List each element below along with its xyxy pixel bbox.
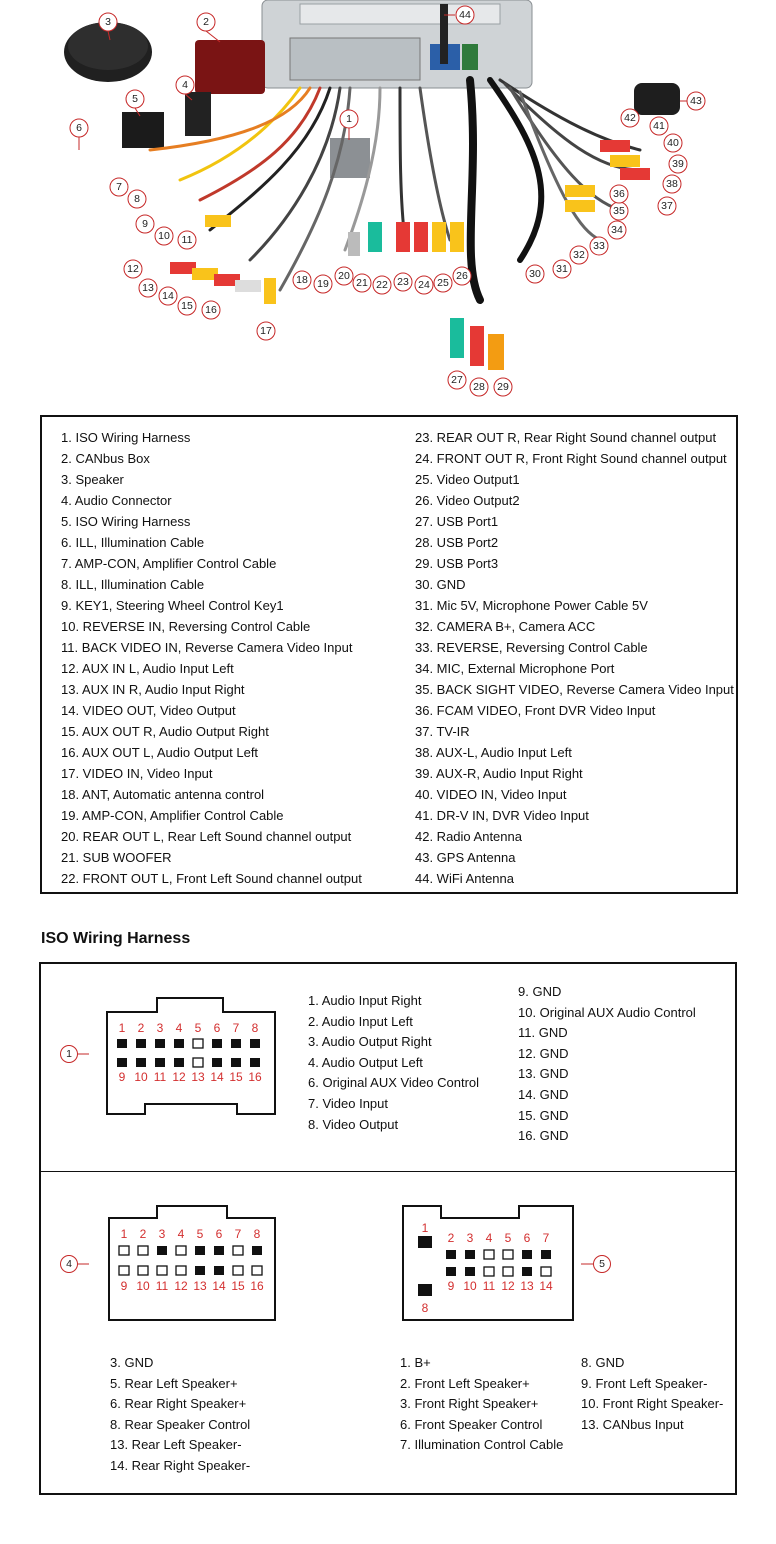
pin-number: 6 (523, 1231, 531, 1245)
pin-description: 4. Audio Output Left (308, 1054, 423, 1070)
svg-text:6: 6 (76, 122, 82, 134)
svg-text:36: 36 (613, 188, 625, 200)
legend-item: 8. ILL, Illumination Cable (61, 577, 205, 592)
pin (195, 1266, 205, 1275)
legend-item: 6. ILL, Illumination Cable (61, 535, 205, 550)
legend-item: 12. AUX IN L, Audio Input Left (61, 661, 234, 676)
svg-text:4: 4 (182, 79, 188, 91)
svg-text:22: 22 (376, 279, 388, 291)
legend-item: 19. AMP-CON, Amplifier Control Cable (61, 808, 284, 823)
pin (138, 1266, 148, 1275)
svg-text:20: 20 (338, 270, 350, 282)
callout-6 (70, 119, 88, 150)
pin (233, 1266, 243, 1275)
pin-description: 13. GND (518, 1066, 569, 1082)
legend-item: 33. REVERSE, Reversing Control Cable (415, 640, 648, 655)
pin-number: 9 (447, 1279, 455, 1293)
pin-number: 12 (172, 1070, 186, 1084)
pin (193, 1039, 203, 1048)
pin (418, 1284, 432, 1296)
pin (174, 1039, 184, 1048)
legend-item: 23. REAR OUT R, Rear Right Sound channel output (415, 430, 717, 445)
svg-text:24: 24 (418, 279, 430, 291)
pin-description: 2. Front Left Speaker+ (400, 1375, 530, 1391)
svg-text:40: 40 (667, 137, 679, 149)
svg-text:8: 8 (134, 193, 140, 205)
legend-item: 24. FRONT OUT R, Front Right Sound channel output (415, 451, 727, 466)
callout-42 (621, 109, 639, 127)
legend-item: 29. USB Port3 (415, 556, 499, 571)
svg-text:32: 32 (573, 249, 585, 261)
callout-21 (353, 274, 371, 292)
legend-item: 7. AMP-CON, Amplifier Control Cable (61, 556, 277, 571)
legend-item: 32. CAMERA B+, Camera ACC (415, 619, 596, 634)
pin (252, 1246, 262, 1255)
pin-number: 8 (253, 1227, 261, 1241)
pin-description: 3. GND (110, 1355, 154, 1370)
pin-number: 11 (482, 1279, 496, 1293)
callout-17 (257, 322, 275, 340)
pin-number: 10 (136, 1279, 150, 1293)
svg-text:1: 1 (66, 1048, 72, 1060)
pin (541, 1250, 551, 1259)
pin-number: 3 (158, 1227, 166, 1241)
legend-item: 9. KEY1, Steering Wheel Control Key1 (61, 598, 284, 613)
pin-number: 16 (250, 1279, 264, 1293)
legend-item: 18. ANT, Automatic antenna control (61, 787, 265, 802)
legend-item: 37. TV-IR (415, 724, 470, 739)
legend-item: 27. USB Port1 (415, 514, 499, 529)
callout-11 (178, 231, 196, 249)
pin-description: 13. Rear Left Speaker- (110, 1437, 242, 1453)
pin (193, 1058, 203, 1067)
canbus-box (195, 40, 265, 94)
legend-item: 2. CANbus Box (61, 451, 150, 466)
svg-text:23: 23 (397, 276, 409, 288)
legend-item: 14. VIDEO OUT, Video Output (61, 703, 236, 718)
callout-25 (434, 274, 452, 292)
pin-number: 5 (194, 1021, 202, 1035)
pin (212, 1058, 222, 1067)
pin (484, 1250, 494, 1259)
pin-number: 4 (485, 1231, 493, 1245)
callout-27 (448, 371, 466, 389)
callout-30 (526, 265, 544, 283)
pin-description: 10. Original AUX Audio Control (518, 1004, 696, 1020)
callout-34 (608, 221, 626, 239)
pin-number: 3 (466, 1231, 474, 1245)
pin-description: 3. Audio Output Right (308, 1034, 432, 1050)
svg-text:19: 19 (317, 278, 329, 290)
pin-number: 6 (213, 1021, 221, 1035)
callout-19 (314, 275, 332, 293)
pin-description: 6. Front Speaker Control (400, 1416, 543, 1432)
pin-description: 3. Front Right Speaker+ (400, 1396, 539, 1412)
pin-number: 3 (156, 1021, 164, 1035)
legend-item: 42. Radio Antenna (415, 829, 522, 844)
pin-number: 1 (118, 1021, 126, 1035)
pin (503, 1267, 513, 1276)
svg-text:38: 38 (666, 178, 678, 190)
pin-number: 8 (421, 1301, 429, 1315)
iso-connector-5 (122, 112, 164, 148)
pin-description: 8. Rear Speaker Control (110, 1416, 251, 1432)
connector-1-pin-list (308, 991, 479, 1135)
svg-text:30: 30 (529, 268, 541, 280)
legend-item: 4. Audio Connector (61, 493, 172, 508)
callout-32 (570, 246, 588, 264)
pin (214, 1246, 224, 1255)
pin-number: 11 (155, 1279, 169, 1293)
pin (484, 1267, 494, 1276)
callout-26 (453, 267, 471, 285)
svg-text:37: 37 (661, 200, 673, 212)
legend-item: 11. BACK VIDEO IN, Reverse Camera Video Input (61, 640, 353, 655)
pin-description: 9. Front Left Speaker- (581, 1375, 708, 1391)
svg-text:16: 16 (205, 304, 217, 316)
pin (522, 1250, 532, 1259)
svg-text:12: 12 (127, 263, 139, 275)
callout-37 (658, 197, 676, 215)
pin-number: 2 (137, 1021, 145, 1035)
legend-item: 20. REAR OUT L, Rear Left Sound channel output (61, 829, 352, 844)
pin-number: 7 (234, 1227, 242, 1241)
legend-column-left (61, 427, 362, 889)
pin (136, 1058, 146, 1067)
callout-14 (159, 287, 177, 305)
callout-22 (373, 276, 391, 294)
svg-text:41: 41 (653, 120, 665, 132)
pin (231, 1039, 241, 1048)
callout-35 (610, 202, 628, 220)
svg-text:25: 25 (437, 277, 449, 289)
legend-item: 38. AUX-L, Audio Input Left (415, 745, 572, 760)
connector-5-diagram (401, 1204, 577, 1324)
svg-text:5: 5 (599, 1258, 605, 1270)
legend-item: 25. Video Output1 (415, 472, 520, 487)
svg-text:28: 28 (473, 381, 485, 393)
pin-number: 9 (118, 1070, 126, 1084)
legend-item: 31. Mic 5V, Microphone Power Cable 5V (415, 598, 648, 613)
pin-description: 8. GND (581, 1355, 625, 1370)
pin (231, 1058, 241, 1067)
iso-wiring-box (39, 962, 737, 1495)
connector-5-pin-list-2 (581, 1353, 723, 1435)
svg-text:44: 44 (459, 9, 471, 21)
pin (174, 1058, 184, 1067)
pin-number: 2 (447, 1231, 455, 1245)
pin-description: 10. Front Right Speaker- (581, 1396, 724, 1412)
svg-text:5: 5 (132, 93, 138, 105)
pin-number: 16 (248, 1070, 262, 1084)
pin-number: 15 (231, 1279, 245, 1293)
callout-36 (610, 185, 628, 203)
connector-4-pin-list (110, 1353, 250, 1477)
pin-description: 1. B+ (400, 1355, 431, 1370)
svg-text:17: 17 (260, 325, 272, 337)
pin (117, 1058, 127, 1067)
pin (214, 1266, 224, 1275)
product-photo (0, 0, 776, 405)
svg-text:29: 29 (497, 381, 509, 393)
wifi-antenna (440, 4, 448, 64)
callout-7 (110, 178, 128, 196)
svg-text:31: 31 (556, 263, 568, 275)
legend-item: 30. GND (415, 577, 466, 592)
legend-item: 28. USB Port2 (415, 535, 499, 550)
connector-5-marker (581, 1252, 615, 1276)
gps-antenna (634, 83, 680, 115)
svg-text:34: 34 (611, 224, 623, 236)
pin (119, 1246, 129, 1255)
pin-description: 6. Rear Right Speaker+ (110, 1396, 247, 1412)
svg-text:33: 33 (593, 240, 605, 252)
pin-description: 9. GND (518, 984, 562, 999)
legend-item: 43. GPS Antenna (415, 850, 516, 865)
pin (195, 1246, 205, 1255)
pin (176, 1266, 186, 1275)
connector-1-diagram (105, 994, 277, 1118)
pin (252, 1266, 262, 1275)
pin-number: 5 (196, 1227, 204, 1241)
legend-item: 41. DR-V IN, DVR Video Input (415, 808, 589, 823)
svg-text:2: 2 (203, 16, 209, 28)
svg-text:7: 7 (116, 181, 122, 193)
pin (233, 1246, 243, 1255)
pin (503, 1250, 513, 1259)
divider (41, 1171, 735, 1172)
pin-number: 7 (542, 1231, 550, 1245)
pin (155, 1058, 165, 1067)
pin-description: 6. Original AUX Video Control (308, 1075, 480, 1091)
svg-text:9: 9 (142, 218, 148, 230)
legend-item: 5. ISO Wiring Harness (61, 514, 191, 529)
pin (119, 1266, 129, 1275)
svg-text:11: 11 (181, 234, 193, 246)
pin-description: 16. GND (518, 1128, 569, 1144)
pin-description: 2. Audio Input Left (308, 1013, 413, 1029)
pin (465, 1267, 475, 1276)
pin-number: 13 (191, 1070, 205, 1084)
pin-number: 11 (153, 1070, 167, 1084)
callout-16 (202, 301, 220, 319)
legend-item: 34. MIC, External Microphone Port (415, 661, 615, 676)
pin-description: 1. Audio Input Right (308, 993, 422, 1008)
pin-number: 4 (175, 1021, 183, 1035)
pin-number: 2 (139, 1227, 147, 1241)
svg-text:18: 18 (296, 274, 308, 286)
pin-number: 1 (120, 1227, 128, 1241)
pin-number: 6 (215, 1227, 223, 1241)
pin (522, 1267, 532, 1276)
callout-39 (669, 155, 687, 173)
legend-item: 22. FRONT OUT L, Front Left Sound channel output (61, 871, 362, 886)
pin (541, 1267, 551, 1276)
callout-2 (197, 13, 220, 42)
pin (250, 1058, 260, 1067)
callout-10 (155, 227, 173, 245)
pin (157, 1266, 167, 1275)
svg-text:43: 43 (690, 95, 702, 107)
legend-item: 3. Speaker (61, 472, 124, 487)
svg-text:26: 26 (456, 270, 468, 282)
callout-13 (139, 279, 157, 297)
callout-28 (470, 378, 488, 396)
callout-33 (590, 237, 608, 255)
svg-text:27: 27 (451, 374, 463, 386)
legend-item: 44. WiFi Antenna (415, 871, 514, 886)
legend-item: 21. SUB WOOFER (61, 850, 172, 865)
pin-description: 5. Rear Left Speaker+ (110, 1375, 238, 1391)
pin-number: 14 (210, 1070, 224, 1084)
connector-1-marker (57, 1042, 91, 1066)
pin (212, 1039, 222, 1048)
pin (157, 1246, 167, 1255)
pin-number: 14 (539, 1279, 553, 1293)
callout-38 (663, 175, 681, 193)
section-title: ISO Wiring Harness (41, 930, 191, 947)
pin (446, 1267, 456, 1276)
legend-item: 39. AUX-R, Audio Input Right (415, 766, 583, 781)
pin-number: 14 (212, 1279, 226, 1293)
legend-item: 10. REVERSE IN, Reversing Control Cable (61, 619, 311, 634)
svg-text:14: 14 (162, 290, 174, 302)
pin-description: 8. Video Output (308, 1116, 399, 1132)
callout-8 (128, 190, 146, 208)
legend-item: 35. BACK SIGHT VIDEO, Reverse Camera Video Input (415, 682, 734, 697)
iso-connector-1 (330, 138, 370, 178)
pin (155, 1039, 165, 1048)
svg-text:4: 4 (66, 1258, 72, 1270)
svg-text:21: 21 (356, 277, 368, 289)
pin-number: 4 (177, 1227, 185, 1241)
legend-item: 13. AUX IN R, Audio Input Right (61, 682, 245, 697)
legend-item: 26. Video Output2 (415, 493, 520, 508)
callout-41 (650, 117, 668, 135)
legend-item: 36. FCAM VIDEO, Front DVR Video Input (415, 703, 656, 718)
pin-description: 12. GND (518, 1045, 569, 1061)
pin-description: 11. GND (518, 1025, 568, 1041)
pin-description: 14. GND (518, 1086, 569, 1102)
pin (117, 1039, 127, 1048)
pin (136, 1039, 146, 1048)
callout-20 (335, 267, 353, 285)
svg-text:39: 39 (672, 158, 684, 170)
connector-5-pin-list (400, 1353, 563, 1456)
svg-text:1: 1 (346, 113, 352, 125)
legend-box (40, 415, 738, 894)
pin (418, 1236, 432, 1248)
connector-1-pin-list-2 (518, 982, 696, 1147)
svg-text:15: 15 (181, 300, 193, 312)
svg-text:10: 10 (158, 230, 170, 242)
pin-description: 7. Illumination Control Cable (400, 1437, 564, 1453)
pin-description: 7. Video Input (308, 1095, 388, 1111)
connector-4-diagram (107, 1204, 279, 1324)
callout-31 (553, 260, 571, 278)
callout-15 (178, 297, 196, 315)
pin (138, 1246, 148, 1255)
pin-number: 12 (174, 1279, 188, 1293)
callout-23 (394, 273, 412, 291)
pin-number: 13 (520, 1279, 534, 1293)
pin-description: 15. GND (518, 1107, 569, 1123)
connector-4-marker (57, 1252, 91, 1276)
pin-number: 9 (120, 1279, 128, 1293)
pin-description: 14. Rear Right Speaker- (110, 1457, 251, 1473)
legend-column-right (415, 427, 734, 889)
pin (250, 1039, 260, 1048)
callout-18 (293, 271, 311, 289)
svg-text:13: 13 (142, 282, 154, 294)
pin (465, 1250, 475, 1259)
pin (446, 1250, 456, 1259)
pin-number: 7 (232, 1021, 240, 1035)
callout-43 (680, 92, 705, 110)
pin-number: 8 (251, 1021, 259, 1035)
callout-9 (136, 215, 154, 233)
pin-number: 10 (463, 1279, 477, 1293)
svg-text:35: 35 (613, 205, 625, 217)
callout-24 (415, 276, 433, 294)
pin-number: 15 (229, 1070, 243, 1084)
pin-number: 1 (421, 1221, 429, 1235)
legend-item: 15. AUX OUT R, Audio Output Right (61, 724, 269, 739)
legend-item: 16. AUX OUT L, Audio Output Left (61, 745, 259, 760)
pin-number: 12 (501, 1279, 515, 1293)
svg-text:3: 3 (105, 16, 111, 28)
legend-item: 1. ISO Wiring Harness (61, 430, 191, 445)
audio-connector-4 (185, 92, 211, 136)
callout-29 (494, 378, 512, 396)
pin-number: 10 (134, 1070, 148, 1084)
legend-item: 40. VIDEO IN, Video Input (415, 787, 567, 802)
pin (176, 1246, 186, 1255)
pin-number: 13 (193, 1279, 207, 1293)
callout-12 (124, 260, 142, 278)
legend-item: 17. VIDEO IN, Video Input (61, 766, 213, 781)
svg-text:42: 42 (624, 112, 636, 124)
pin-description: 13. CANbus Input (581, 1416, 684, 1432)
pin-number: 5 (504, 1231, 512, 1245)
callout-40 (664, 134, 682, 152)
